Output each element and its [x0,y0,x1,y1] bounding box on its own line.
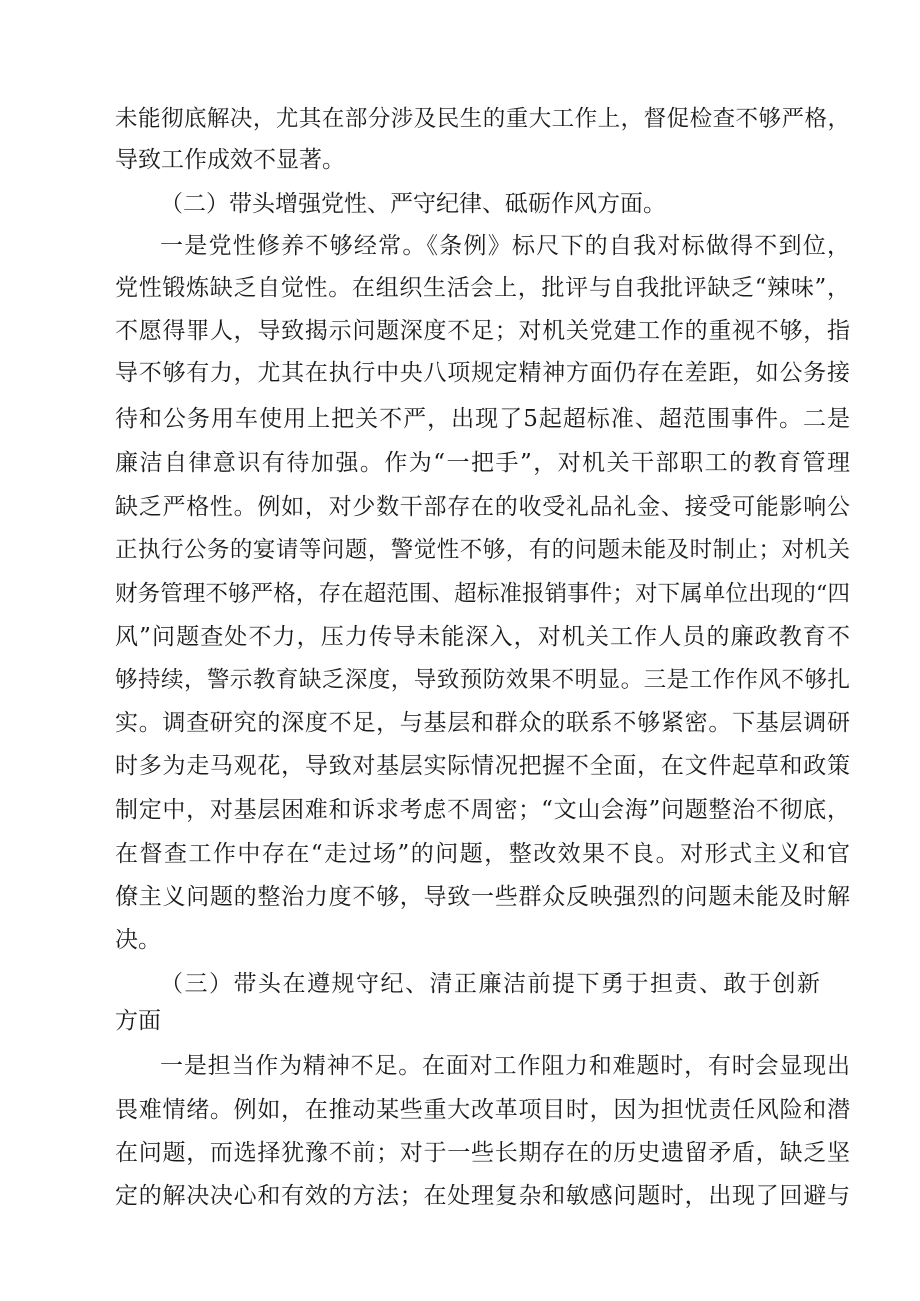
text-line-14: 够持续，警示教育缺乏深度，导致预防效果不明显。三是工作作风不够扎 [115,667,850,693]
text-line-24: 畏难情绪。例如，在推动某些重大改革项目时，因为担忧责任风险和潜 [115,1097,850,1123]
text-line-16: 时多为走马观花，导致对基层实际情况把握不全面，在文件起草和政策 [115,753,850,779]
text-line-8: 待和公务用车使用上把关不严，出现了5起超标准、超范围事件。二是 [115,406,850,432]
text-line-25: 在问题，而选择犹豫不前；对于一些长期存在的历史遗留矛盾，缺乏坚 [115,1140,850,1166]
text-line-5: 党性锻炼缺乏自觉性。在组织生活会上，批评与自我批评缺乏“辣味”， [115,275,850,301]
section-heading-3-cont: 方面 [115,1008,161,1034]
text-line-7: 导不够有力，尤其在执行中央八项规定精神方面仍存在差距，如公务接 [115,360,850,386]
text-line-15: 实。调查研究的深度不足，与基层和群众的联系不够紧密。下基层调研 [115,710,850,736]
text-line-12: 财务管理不够严格，存在超范围、超标准报销事件；对下属单位出现的“四 [115,581,850,607]
text-line-2: 导致工作成效不显著。 [115,147,345,173]
text-line-4: 一是党性修养不够经常。《条例》标尺下的自我对标做得不到位， [160,233,850,259]
text-line-1: 未能彻底解决，尤其在部分涉及民生的重大工作上，督促检查不够严格， [115,106,850,132]
text-line-17: 制定中，对基层困难和诉求考虑不周密；“文山会海”问题整治不彻底， [115,797,850,823]
section-heading-3: （三）带头在遵规守纪、清正廉洁前提下勇于担责、敢于创新 [160,971,820,997]
text-line-23: 一是担当作为精神不足。在面对工作阻力和难题时，有时会显现出 [160,1053,850,1079]
text-line-10: 缺乏严格性。例如，对少数干部存在的收受礼品礼金、接受可能影响公 [115,494,850,520]
text-line-9: 廉洁自律意识有待加强。作为“一把手”，对机关干部职工的教育管理 [115,450,850,476]
text-line-6: 不愿得罪人，导致揭示问题深度不足；对机关党建工作的重视不够，指 [115,318,850,344]
text-line-19: 僚主义问题的整治力度不够，导致一些群众反映强烈的问题未能及时解 [115,884,850,910]
text-line-26: 定的解决决心和有效的方法；在处理复杂和敏感问题时，出现了回避与 [115,1183,850,1209]
text-line-20: 决。 [115,927,161,953]
text-line-13: 风”问题查处不力，压力传导未能深入，对机关工作人员的廉政教育不 [115,624,850,650]
text-line-11: 正执行公务的宴请等问题，警觉性不够，有的问题未能及时制止；对机关 [115,537,850,563]
section-heading-2: （二）带头增强党性、严守纪律、砥砺作风方面。 [160,191,666,217]
text-line-18: 在督查工作中存在“走过场”的问题，整改效果不良。对形式主义和官 [115,841,850,867]
